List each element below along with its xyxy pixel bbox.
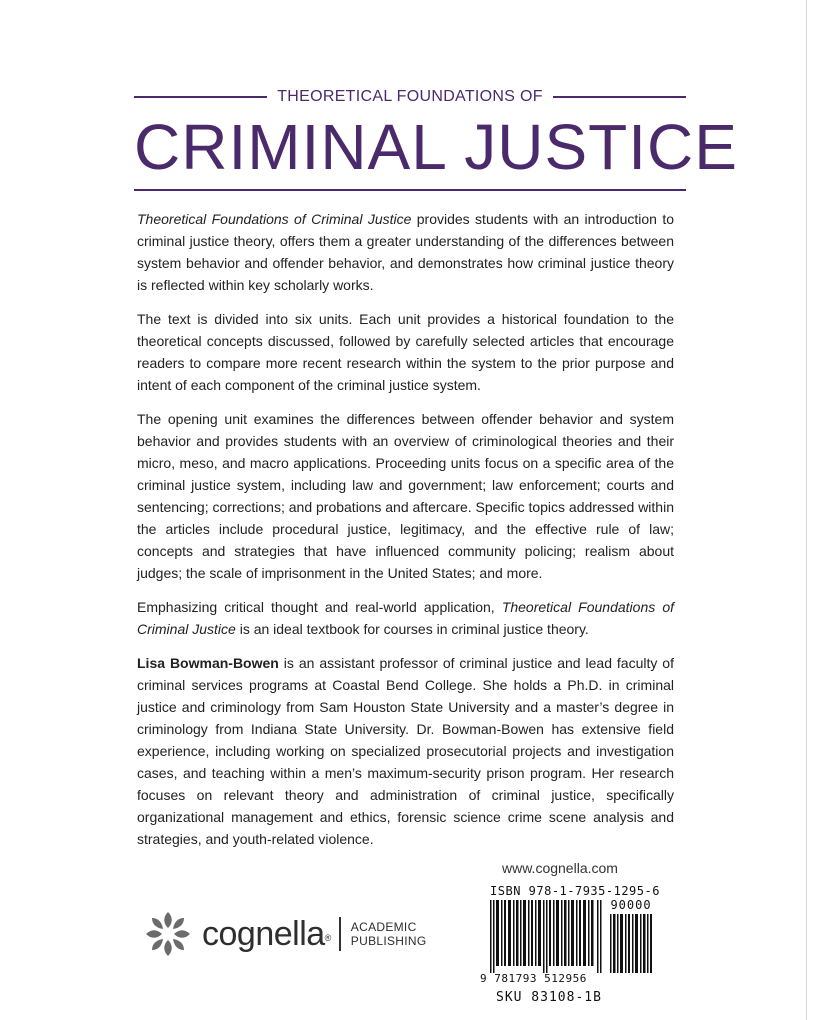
publisher-wordmark [202, 914, 331, 954]
paragraph-intro [137, 208, 674, 296]
logo-divider [339, 917, 341, 951]
book-title-italic: Theoretical Foundations of Criminal Justice [137, 211, 412, 227]
title-right-rule [553, 96, 686, 98]
addon-barcode-icon [610, 914, 652, 973]
price-addon-number: 90000 [610, 898, 652, 912]
ean-barcode-icon [490, 900, 602, 973]
author-name: Lisa Bowman-Bowen [137, 655, 279, 671]
author-bio-text: is an assistant professor of criminal justice and lead faculty of criminal services programs at Coastal Bend College. She holds a Ph.D. in criminal justice and criminology from Sam Houston State University and a master’s degree in criminology from Indiana State University. Dr. Bowman-Bowen has extensive field experience, including working on specialized prosecutorial projects and investigation cases, and teaching within a men’s maximum-security prison program. Her research focuses on relevant theory and administration of criminal justice, specifically organizational management and ethics, forensic science crime scene analysis and strategies, and youth-related violence. [137, 655, 674, 847]
author-bio [137, 652, 674, 850]
book-title-italic: Theoretical Foundations of Criminal Justice [137, 599, 675, 637]
back-cover-description [137, 208, 674, 862]
isbn-number: ISBN 978-1-7935-1295-6 [490, 884, 660, 898]
publisher-website: www.cognella.com [502, 860, 618, 876]
publisher-name: cognella [202, 915, 325, 953]
paragraph-opening-unit: The opening unit examines the differences between offender behavior and system behavior and provides students with an overview of criminological theories and their micro, meso, and macro applications. Proceeding units focus on a specific area of the criminal justice system, including law and government; law enforcement; courts and sentencing; corrections; and probations and aftercare. Specific topics addressed within the articles include procedural justice, legitimacy, and the effective rule of law; concepts and strategies that have influenced community policing; realism about judges; the scale of imprisonment in the United States; and more. [137, 411, 674, 581]
cognella-mark-icon [142, 908, 194, 960]
title-left-rule [134, 96, 267, 98]
sku-number: SKU 83108-1B [496, 990, 602, 1005]
paragraph-intro-text: provides students with an introduction to criminal justice theory, offers them a greater understanding of the differences between system behavior and offender behavior, and demonstrates how criminal justice theory is reflected within key scholarly works. [137, 211, 674, 293]
isbn-barcode-block [480, 884, 670, 1012]
title-banner [134, 86, 686, 108]
registered-mark: ® [324, 933, 331, 943]
ean-digits: 9 781793 512956 [480, 972, 587, 985]
book-title: CRIMINAL JUSTICE [134, 111, 738, 183]
paragraph-emphasis-start: Emphasizing critical thought and real-world application, [137, 599, 502, 615]
paragraph-emphasis [137, 596, 674, 640]
tagline-academic: ACADEMIC [350, 920, 417, 934]
page-edge-line [806, 0, 807, 1020]
publisher-tagline [351, 920, 427, 948]
paragraph-emphasis-end: is an ideal textbook for courses in criminal justice theory. [235, 621, 589, 637]
paragraph-units: The text is divided into six units. Each unit provides a historical foundation to the theoretical concepts discussed, followed by carefully selected articles that encourage readers to compare more recent research within the system to the prior purpose and intent of each component of the criminal justice system. [137, 311, 674, 393]
publisher-logo [142, 906, 426, 962]
title-bottom-rule [134, 189, 686, 191]
tagline-publishing: PUBLISHING [350, 934, 427, 948]
book-subtitle: THEORETICAL FOUNDATIONS OF [277, 88, 543, 105]
